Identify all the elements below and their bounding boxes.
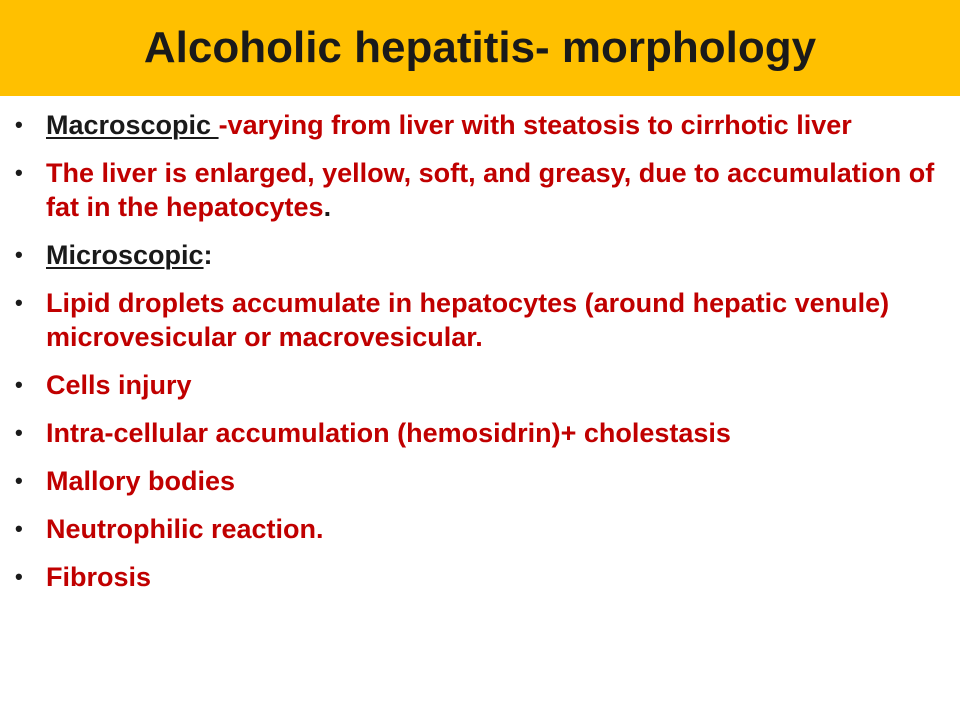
bullet-text: The liver is enlarged, yellow, soft, and greasy, due to accumulation of fat in the hepatocytes xyxy=(46,158,935,222)
bullet-tail: : xyxy=(203,240,213,270)
bullet-text: Intra-cellular accumulation (hemosidrin)+ cholestasis xyxy=(46,418,731,448)
bullet-text: -varying from liver with steatosis to cirrhotic liver xyxy=(218,110,852,140)
bullet-text: Neutrophilic reaction. xyxy=(46,514,324,544)
bullet-lipid-droplets xyxy=(0,286,960,354)
bullet-fibrosis xyxy=(0,560,960,594)
title-bar xyxy=(0,0,960,96)
bullet-text: Fibrosis xyxy=(46,562,152,592)
bullet-text: Mallory bodies xyxy=(46,466,236,496)
bullet-liver-enlarged xyxy=(0,156,960,224)
bullet-microscopic xyxy=(0,238,960,272)
bullet-icon: • xyxy=(15,242,23,267)
slide-title: Alcoholic hepatitis- morphology xyxy=(143,23,817,72)
bullet-icon: • xyxy=(15,516,23,541)
bullet-heading: Microscopic xyxy=(46,240,204,270)
bullet-text: Lipid droplets accumulate in hepatocytes (around hepatic venule) microvesicular or macrovesicular. xyxy=(46,288,890,352)
bullet-cells-injury xyxy=(0,368,960,402)
bullet-icon: • xyxy=(15,290,23,315)
bullet-list xyxy=(0,108,960,608)
bullet-intracellular-accumulation xyxy=(0,416,960,450)
bullet-macroscopic xyxy=(0,108,960,142)
bullet-icon: • xyxy=(15,112,23,137)
bullet-icon: • xyxy=(15,564,23,589)
bullet-icon: • xyxy=(15,468,23,493)
bullet-tail: . xyxy=(323,192,332,222)
bullet-icon: • xyxy=(15,160,23,185)
bullet-neutrophilic-reaction xyxy=(0,512,960,546)
bullet-icon: • xyxy=(15,420,23,445)
bullet-text: Cells injury xyxy=(46,370,192,400)
bullet-icon: • xyxy=(15,372,23,397)
bullet-mallory-bodies xyxy=(0,464,960,498)
bullet-heading: Macroscopic xyxy=(46,110,219,140)
